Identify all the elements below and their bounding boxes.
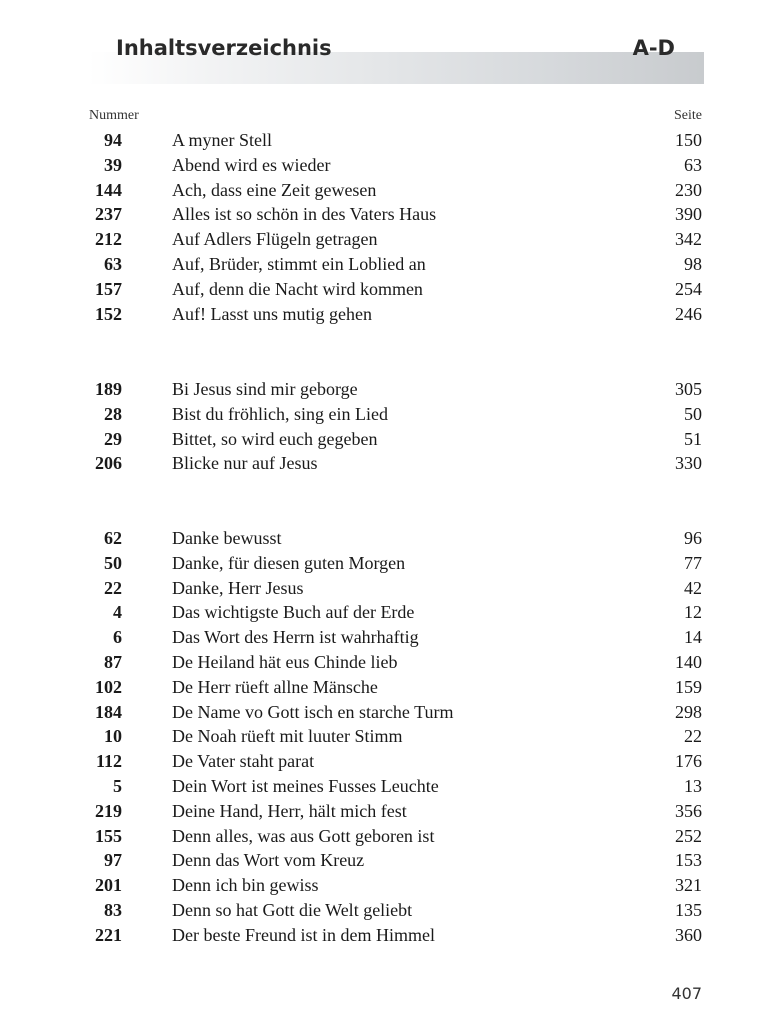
- index-entry: [0, 848, 768, 873]
- entry-page: 360: [675, 924, 702, 945]
- entry-page: 254: [675, 278, 702, 299]
- index-entry: [0, 377, 768, 402]
- entry-page: 140: [675, 651, 702, 672]
- entry-title: Danke, Herr Jesus: [172, 577, 304, 598]
- entry-page: 153: [675, 850, 702, 871]
- entry-number: 39: [104, 154, 122, 175]
- index-entry: [0, 277, 768, 302]
- entry-page: 159: [675, 676, 702, 697]
- entry-number: 6: [113, 627, 122, 648]
- index-group-b: [0, 377, 768, 476]
- entry-page: 298: [675, 701, 702, 722]
- index-entry: [0, 451, 768, 476]
- entry-number: 4: [113, 602, 122, 623]
- entry-page: 12: [684, 602, 702, 623]
- column-header-number: Nummer: [89, 108, 139, 123]
- entry-number: 94: [104, 130, 122, 150]
- entry-title: Auf! Lasst uns mutig gehen: [172, 303, 372, 324]
- entry-number: 62: [104, 528, 122, 548]
- entry-number: 212: [95, 229, 122, 250]
- index-entry: [0, 551, 768, 576]
- entry-number: 87: [104, 651, 122, 672]
- entry-title: Alles ist so schön in des Vaters Haus: [172, 204, 437, 225]
- index-entry: [0, 824, 768, 849]
- index-entry: [0, 178, 768, 203]
- page-number: 407: [671, 984, 702, 1003]
- entry-number: 157: [95, 278, 122, 299]
- page-title: Inhaltsverzeichnis: [116, 36, 332, 60]
- entry-number: 29: [104, 428, 122, 449]
- entry-title: De Name vo Gott isch en starche Turm: [172, 701, 454, 722]
- entry-title: Auf, Brüder, stimmt ein Loblied an: [172, 253, 426, 274]
- entry-title: Bittet, so wird euch gegeben: [172, 428, 378, 449]
- index-entry: [0, 202, 768, 227]
- entry-page: 96: [684, 528, 702, 548]
- entry-number: 184: [95, 701, 122, 722]
- entry-page: 342: [675, 229, 702, 250]
- index-entry: [0, 923, 768, 948]
- entry-title: Ach, dass eine Zeit gewesen: [172, 179, 377, 200]
- entry-page: 42: [684, 577, 702, 598]
- entry-title: Dein Wort ist meines Fusses Leuchte: [172, 775, 439, 796]
- entry-title: Auf Adlers Flügeln getragen: [172, 229, 378, 250]
- entry-number: 22: [104, 577, 122, 598]
- entry-title: Das Wort des Herrn ist wahrhaftig: [172, 627, 419, 648]
- letter-range: A-D: [632, 36, 675, 60]
- entry-number: 144: [95, 179, 122, 200]
- entry-page: 22: [684, 726, 702, 747]
- entry-title: A myner Stell: [172, 130, 272, 150]
- entry-page: 305: [675, 379, 702, 399]
- entry-number: 112: [95, 751, 122, 772]
- entry-page: 14: [684, 627, 702, 648]
- index-entry: [0, 128, 768, 153]
- entry-title: Denn ich bin gewiss: [172, 875, 319, 896]
- index-entry: [0, 749, 768, 774]
- entry-page: 321: [675, 875, 702, 896]
- entry-page: 390: [675, 204, 702, 225]
- entry-number: 237: [95, 204, 122, 225]
- entry-title: Der beste Freund ist in dem Himmel: [172, 924, 435, 945]
- entry-number: 28: [104, 403, 122, 424]
- entry-page: 77: [684, 552, 702, 573]
- entry-title: Denn das Wort vom Kreuz: [172, 850, 365, 871]
- entry-title: Blicke nur auf Jesus: [172, 453, 318, 474]
- entry-title: De Heiland hät eus Chinde lieb: [172, 651, 398, 672]
- index-entry: [0, 153, 768, 178]
- entry-number: 155: [95, 825, 122, 846]
- entry-number: 83: [104, 899, 122, 920]
- index-entry: [0, 724, 768, 749]
- index-entry: [0, 302, 768, 327]
- entry-number: 189: [95, 379, 122, 399]
- entry-title: De Herr rüeft allne Mänsche: [172, 676, 378, 697]
- entry-page: 356: [675, 800, 702, 821]
- entry-title: Bist du fröhlich, sing ein Lied: [172, 403, 388, 424]
- column-header-page: Seite: [674, 108, 702, 123]
- index-entry: [0, 625, 768, 650]
- index-entry: [0, 526, 768, 551]
- entry-page: 150: [675, 130, 702, 150]
- entry-page: 50: [684, 403, 702, 424]
- entry-title: Bi Jesus sind mir geborge: [172, 379, 358, 399]
- index-group-d: [0, 526, 768, 948]
- entry-page: 230: [675, 179, 702, 200]
- entry-page: 176: [675, 751, 702, 772]
- index-entry: [0, 402, 768, 427]
- entry-title: Auf, denn die Nacht wird kommen: [172, 278, 423, 299]
- entry-number: 102: [95, 676, 122, 697]
- entry-number: 63: [104, 253, 122, 274]
- index-entry: [0, 799, 768, 824]
- entry-page: 330: [675, 453, 702, 474]
- entry-page: 246: [675, 303, 702, 324]
- entry-number: 152: [95, 303, 122, 324]
- entry-title: Denn so hat Gott die Welt geliebt: [172, 899, 413, 920]
- entry-title: Denn alles, was aus Gott geboren ist: [172, 825, 435, 846]
- entry-title: Danke bewusst: [172, 528, 282, 548]
- index-group-a: [0, 128, 768, 326]
- entry-page: 13: [684, 775, 702, 796]
- index-entry: [0, 873, 768, 898]
- entry-page: 51: [684, 428, 702, 449]
- entry-page: 252: [675, 825, 702, 846]
- entry-title: De Noah rüeft mit luuter Stimm: [172, 726, 403, 747]
- index-entry: [0, 650, 768, 675]
- index-entry: [0, 675, 768, 700]
- entry-title: Deine Hand, Herr, hält mich fest: [172, 800, 407, 821]
- entry-title: De Vater staht parat: [172, 751, 315, 772]
- entry-title: Abend wird es wieder: [172, 154, 331, 175]
- entry-number: 201: [95, 875, 122, 896]
- entry-number: 10: [104, 726, 122, 747]
- index-entry: [0, 252, 768, 277]
- entry-page: 98: [684, 253, 702, 274]
- entry-page: 63: [684, 154, 702, 175]
- entry-number: 5: [113, 775, 122, 796]
- index-entry: [0, 427, 768, 452]
- entry-number: 219: [95, 800, 122, 821]
- entry-number: 97: [104, 850, 122, 871]
- index-entry: [0, 600, 768, 625]
- index-entry: [0, 227, 768, 252]
- entry-number: 206: [95, 453, 122, 474]
- index-entry: [0, 700, 768, 725]
- index-entry: [0, 576, 768, 601]
- entry-page: 135: [675, 899, 702, 920]
- index-entry: [0, 774, 768, 799]
- entry-number: 50: [104, 552, 122, 573]
- index-entry: [0, 898, 768, 923]
- entry-title: Das wichtigste Buch auf der Erde: [172, 602, 415, 623]
- entry-number: 221: [95, 924, 122, 945]
- entry-title: Danke, für diesen guten Morgen: [172, 552, 406, 573]
